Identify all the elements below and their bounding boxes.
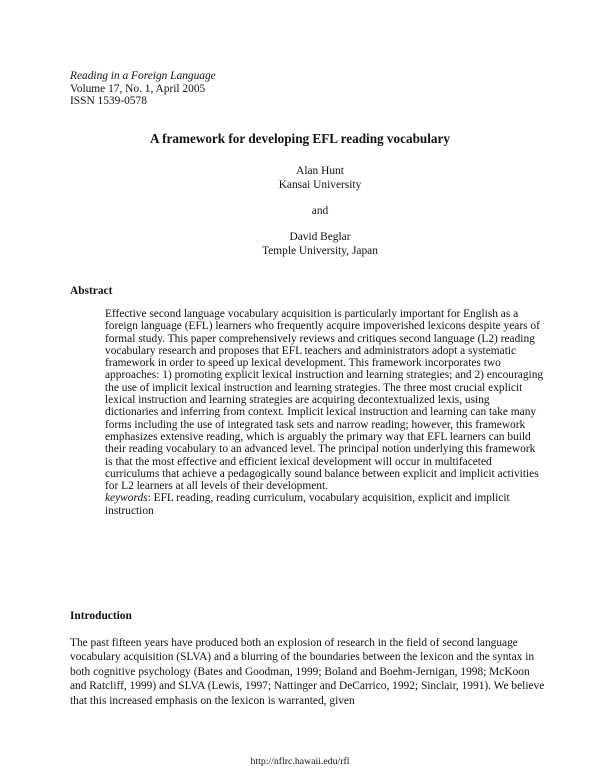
keywords-line: [105, 492, 545, 517]
abstract-section: [105, 308, 545, 517]
paper-title: A framework for developing EFL reading vocabulary: [150, 131, 450, 146]
second-author-affiliation: Temple University, Japan: [262, 245, 378, 257]
first-author-name: Alan Hunt: [296, 165, 344, 177]
abstract-heading: Abstract: [70, 285, 113, 297]
abstract-text: Effective second language vocabulary acquisition is particularly important for English as a foreign language (EFL) learners who frequently acquire impoverished lexicons despite years of formal study. This paper comprehensively reviews and critiques second language (L2) reading vocabulary research and proposes that EFL teachers and administrators adopt a systematic framework in order to speed up lexical development. This framework incorporates two approaches: 1) promoting explicit lexical instruction and learning strategies; and 2) encouraging the use of implicit lexical instruction and learning strategies. The three most crucial explicit lexical instruction and learning strategies are acquiring decontextualized lexis, using dictionaries and inferring from context. Implicit lexical instruction and learning can take many forms including the use of integrated task sets and narrow reading; however, this framework emphasizes extensive reading, which is arguably the primary way that EFL learners can build their reading vocabulary to an advanced level. The principal notion underlying this framework is that the most effective and efficient lexical development will occur in multifaceted curriculums that achieve a pedagogically sound balance between explicit and implicit activities for L2 learners at all levels of their development.: [105, 308, 544, 493]
keywords-label: keywords: [105, 492, 148, 505]
introduction-heading: Introduction: [70, 610, 132, 622]
footer-url[interactable]: http://nflrc.hawaii.edu/rfl: [250, 756, 350, 767]
second-author-name: David Beglar: [289, 231, 351, 243]
author-conjunction: and: [311, 205, 329, 217]
issn: ISSN 1539-0578: [70, 95, 147, 108]
volume-info: Volume 17, No. 1, April 2005: [70, 82, 206, 95]
keywords-text: : EFL reading, reading curriculum, vocabulary acquisition, explicit and implicit instruction: [105, 492, 510, 517]
publication-info: [70, 70, 216, 108]
introduction-text: The past fifteen years have produced both an explosion of research in the field of second language vocabulary acquisition (SLVA) and a blurring of the boundaries between the lexicon and the syntax in both cognitive psychology (Bates and Goodman, 1999; Boland and Boehm-Jernigan, 1998; McKoon and Ratcliff, 1999) and SLVA (Lewis, 1997; Nattinger and DeCarrico, 1992; Sinclair, 1991). We believe that this increased emphasis on the lexicon is warranted, given: [70, 637, 545, 707]
author-block: [0, 164, 600, 258]
first-author-affiliation: Kansai University: [278, 179, 362, 191]
journal-name: Reading in a Foreign Language: [70, 70, 216, 82]
